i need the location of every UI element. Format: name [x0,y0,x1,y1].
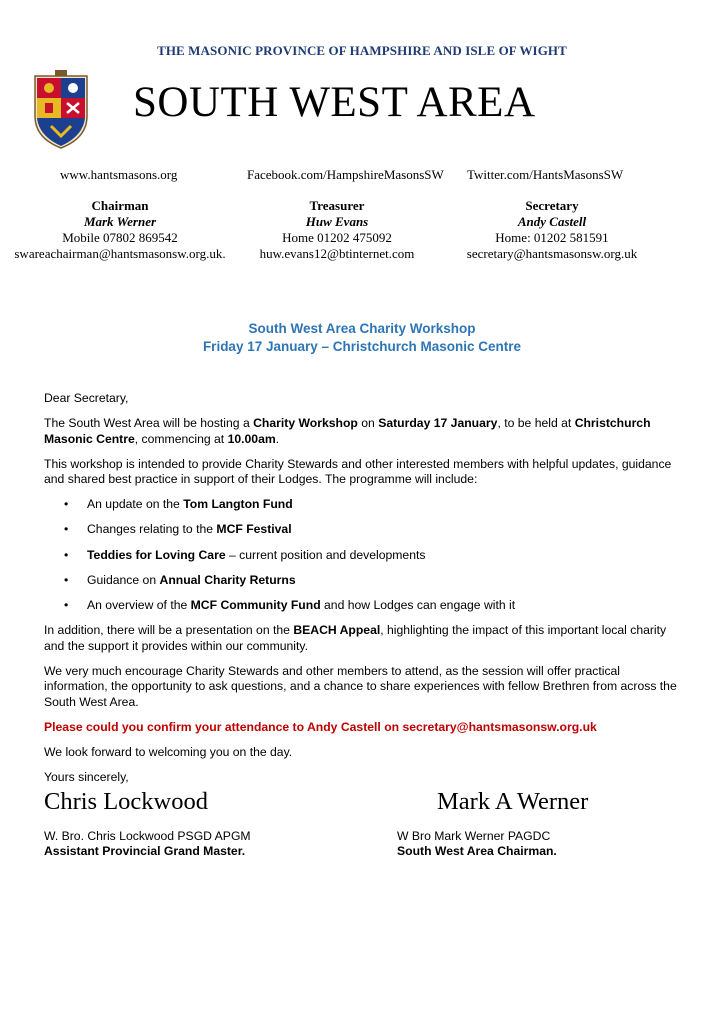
salutation: Dear Secretary, [44,391,129,405]
province-heading: THE MASONIC PROVINCE OF HAMPSHIRE AND ISLE OF WIGHT [157,43,567,58]
facebook-link[interactable]: Facebook.com/HampshireMasonsSW [247,167,444,182]
officer-email[interactable]: huw.evans12@btinternet.com [259,246,415,261]
officer-role: Treasurer [309,198,365,213]
closing: Yours sincerely, [44,769,129,784]
signatory-werner [397,829,557,859]
list-item: • Teddies for Loving Care – current position and developments [64,547,426,562]
signatory-name: W. Bro. Chris Lockwood PSGD APGM [44,829,251,843]
signature-werner: Mark A Werner [437,788,589,815]
officer-email[interactable]: secretary@hantsmasonsw.org.uk [466,246,638,261]
area-title: SOUTH WEST AREA [133,79,536,126]
bullet-icon: • [64,522,69,537]
signatory-title: South West Area Chairman. [397,844,557,858]
paragraph-beach: In addition, there will be a presentation on the BEACH Appeal, highlighting the impact of this important local charity and the support it provides within our community. [44,623,667,653]
paragraph-welcome: We look forward to welcoming you on the day. [44,744,293,759]
officer-name: Andy Castell [517,214,587,229]
signatory-lockwood [44,829,251,859]
list-item: • Guidance on Annual Charity Returns [64,572,296,587]
officer-secretary [452,198,652,262]
officer-name: Mark Werner [83,214,157,229]
officer-phone: Mobile 07802 869542 [62,230,178,245]
signature-lockwood: Chris Lockwood [44,788,208,815]
officer-chairman [0,198,240,262]
bullet-icon: • [64,598,69,613]
paragraph-programme: This workshop is intended to provide Charity Stewards and other interested members with helpful updates, guidance and shared best practice in support of their Lodges. The programme will include: [44,456,672,486]
event-subtitle: Friday 17 January – Christchurch Masonic Centre [202,339,522,354]
officer-role: Secretary [525,198,579,213]
paragraph-intro: The South West Area will be hosting a Charity Workshop on Saturday 17 January, to be held at Christchurch Masonic Centre, commencing at 10.00am. [44,416,651,446]
letter-body [44,391,684,795]
coat-of-arms-icon [33,70,89,150]
list-item: • Changes relating to the MCF Festival [64,522,292,537]
officer-phone: Home: 01202 581591 [495,230,609,245]
paragraph-encourage: We very much encourage Charity Stewards and other members to attend, as the session will offer practical information, the opportunity to ask questions, and a chance to share experiences with fellow Brethren from across the South West Area. [44,663,677,709]
officer-role: Chairman [91,198,149,213]
list-item: • An update on the Tom Langton Fund [64,497,293,511]
twitter-link[interactable]: Twitter.com/HantsMasonsSW [467,167,624,182]
officer-name: Huw Evans [305,214,369,229]
officer-phone: Home 01202 475092 [282,230,392,245]
event-title: South West Area Charity Workshop [248,321,476,336]
confirm-attendance: Please could you confirm your attendance to Andy Castell on secretary@hantsmasonsw.org.uk [44,719,597,734]
list-item: • An overview of the MCF Community Fund and how Lodges can engage with it [64,598,516,613]
bullet-icon: • [64,547,69,562]
website-link[interactable]: www.hantsmasons.org [60,167,178,182]
signatory-name: W Bro Mark Werner PAGDC [397,829,551,843]
programme-list [44,497,684,614]
officer-treasurer [242,198,432,262]
bullet-icon: • [64,497,69,511]
bullet-icon: • [64,572,69,587]
event-heading [0,320,724,356]
officer-email[interactable]: swareachairman@hantsmasonsw.org.uk. [14,246,226,261]
signatory-title: Assistant Provincial Grand Master. [44,844,246,858]
